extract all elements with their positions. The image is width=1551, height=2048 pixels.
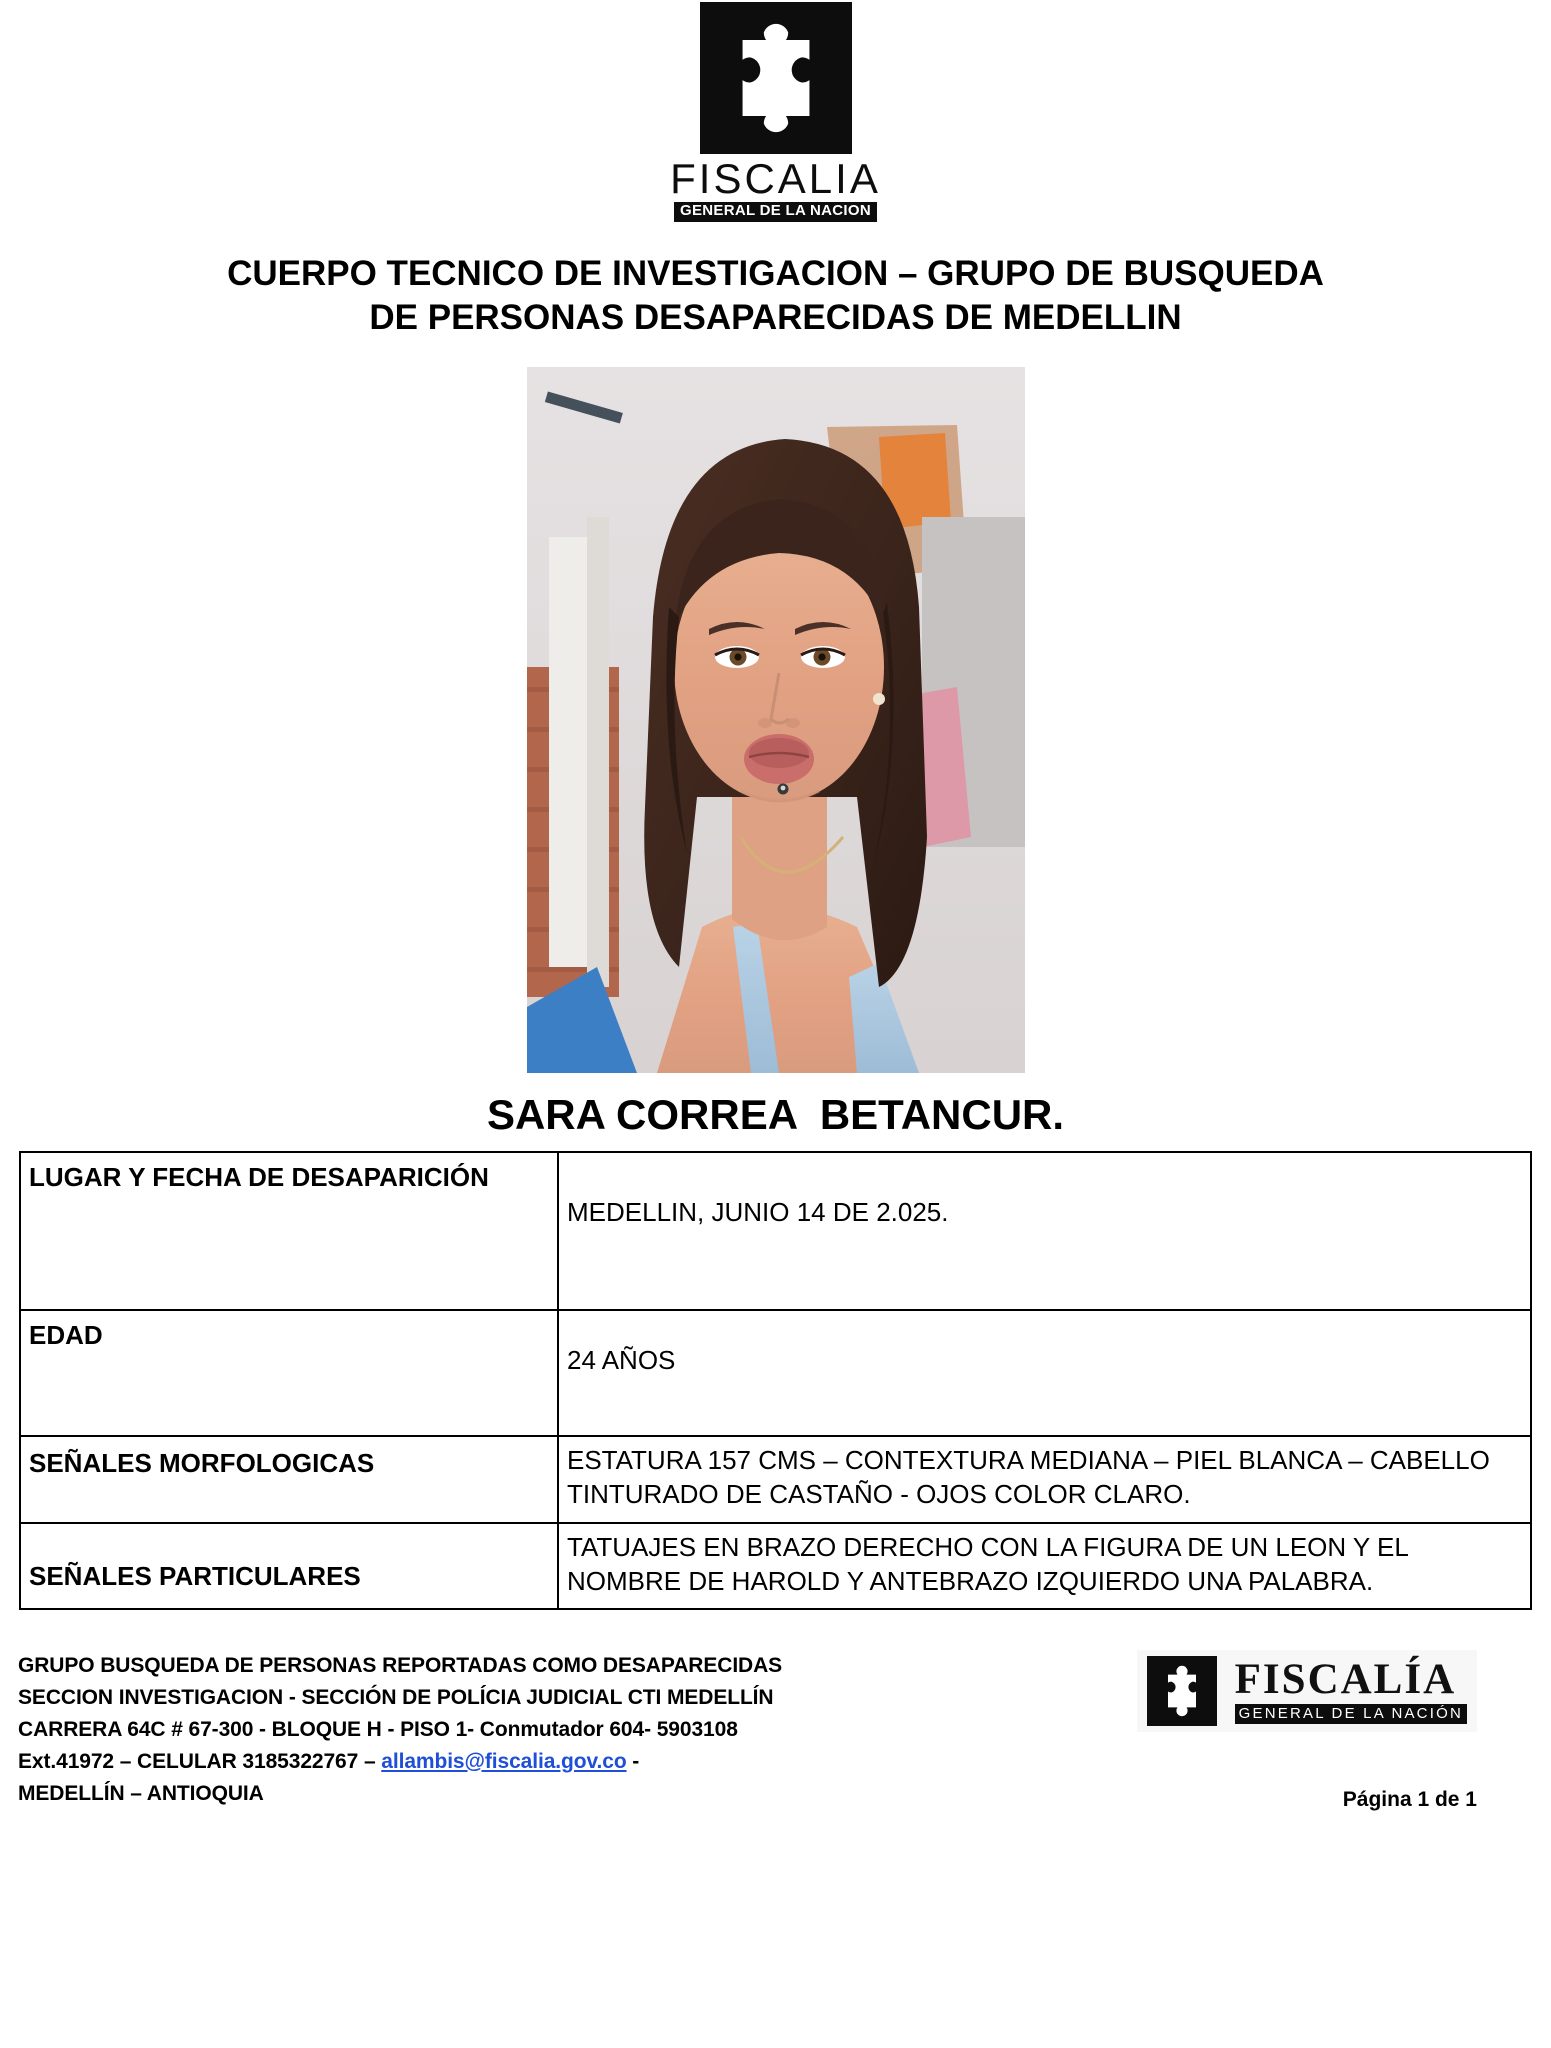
email-link[interactable]: allambis@fiscalia.gov.co: [381, 1749, 627, 1773]
header-logo: [18, 0, 1533, 222]
row-label-edad: EDAD: [20, 1310, 558, 1436]
row-label-lugar-y-fecha: LUGAR Y FECHA DE DESAPARICIÓN: [20, 1152, 558, 1310]
fiscalia-puzzle-logo-icon: [700, 2, 852, 154]
person-name: SARA CORREA BETANCUR.: [486, 1091, 1065, 1139]
missing-person-photo: [527, 367, 1025, 1073]
table-row: [20, 1436, 1531, 1523]
table-row: [20, 1310, 1531, 1436]
page-title-line-2: DE PERSONAS DESAPARECIDAS DE MEDELLIN: [369, 298, 1182, 338]
footer-logo-text: [1234, 1655, 1467, 1725]
row-value-senales-particulares: TATUAJES EN BRAZO DERECHO CON LA FIGURA DE UN LEON Y EL NOMBRE DE HAROLD Y ANTEBRAZO IZQUIERDO UNA PALABRA.: [558, 1523, 1531, 1610]
photo-container: [18, 367, 1533, 1073]
page-title-line-1: CUERPO TECNICO DE INVESTIGACION – GRUPO DE BUSQUEDA: [227, 253, 1324, 293]
header-logo-subtitle: GENERAL DE LA NACION: [674, 202, 877, 222]
row-value-senales-morfologicas: ESTATURA 157 CMS – CONTEXTURA MEDIANA – PIEL BLANCA – CABELLO TINTURADO DE CASTAÑO - OJOS COLOR CLARO.: [558, 1436, 1531, 1523]
row-value-edad: 24 AÑOS: [558, 1310, 1531, 1436]
footer-logo-wordmark: FISCALÍA: [1234, 1655, 1457, 1703]
footer-logo-subtitle: GENERAL DE LA NACIÓN: [1235, 1704, 1467, 1725]
row-value-lugar-y-fecha: MEDELLIN, JUNIO 14 DE 2.025.: [558, 1152, 1531, 1310]
footer-line-4-suffix: -: [626, 1749, 640, 1773]
footer-line-4-prefix: Ext.41972 – CELULAR 3185322767 –: [18, 1749, 382, 1773]
footer-right-block: [1137, 1650, 1533, 1812]
fiscalia-puzzle-logo-icon: [1147, 1656, 1217, 1726]
footer-fiscalia-logo: [1137, 1650, 1477, 1732]
row-label-senales-morfologicas: SEÑALES MORFOLOGICAS: [20, 1436, 558, 1523]
footer-line-5: MEDELLÍN – ANTIOQUIA: [18, 1781, 264, 1805]
page-number: Página 1 de 1: [1342, 1788, 1477, 1811]
table-row: [20, 1523, 1531, 1610]
page-title: [18, 252, 1533, 342]
footer-contact-block: [18, 1650, 782, 1810]
footer-line-3: CARRERA 64C # 67-300 - BLOQUE H - PISO 1- Conmutador 604- 5903108: [18, 1717, 738, 1741]
footer-line-2: SECCION INVESTIGACION - SECCIÓN DE POLÍCIA JUDICIAL CTI MEDELLÍN: [18, 1685, 774, 1709]
page-footer: [18, 1650, 1533, 1812]
footer-line-4: [18, 1746, 782, 1778]
missing-person-details-table: [19, 1151, 1532, 1610]
row-label-senales-particulares: SEÑALES PARTICULARES: [20, 1523, 558, 1610]
header-logo-wordmark: FISCALIA: [670, 155, 881, 202]
table-row: [20, 1152, 1531, 1310]
footer-line-1: GRUPO BUSQUEDA DE PERSONAS REPORTADAS COMO DESAPARECIDAS: [18, 1654, 783, 1677]
